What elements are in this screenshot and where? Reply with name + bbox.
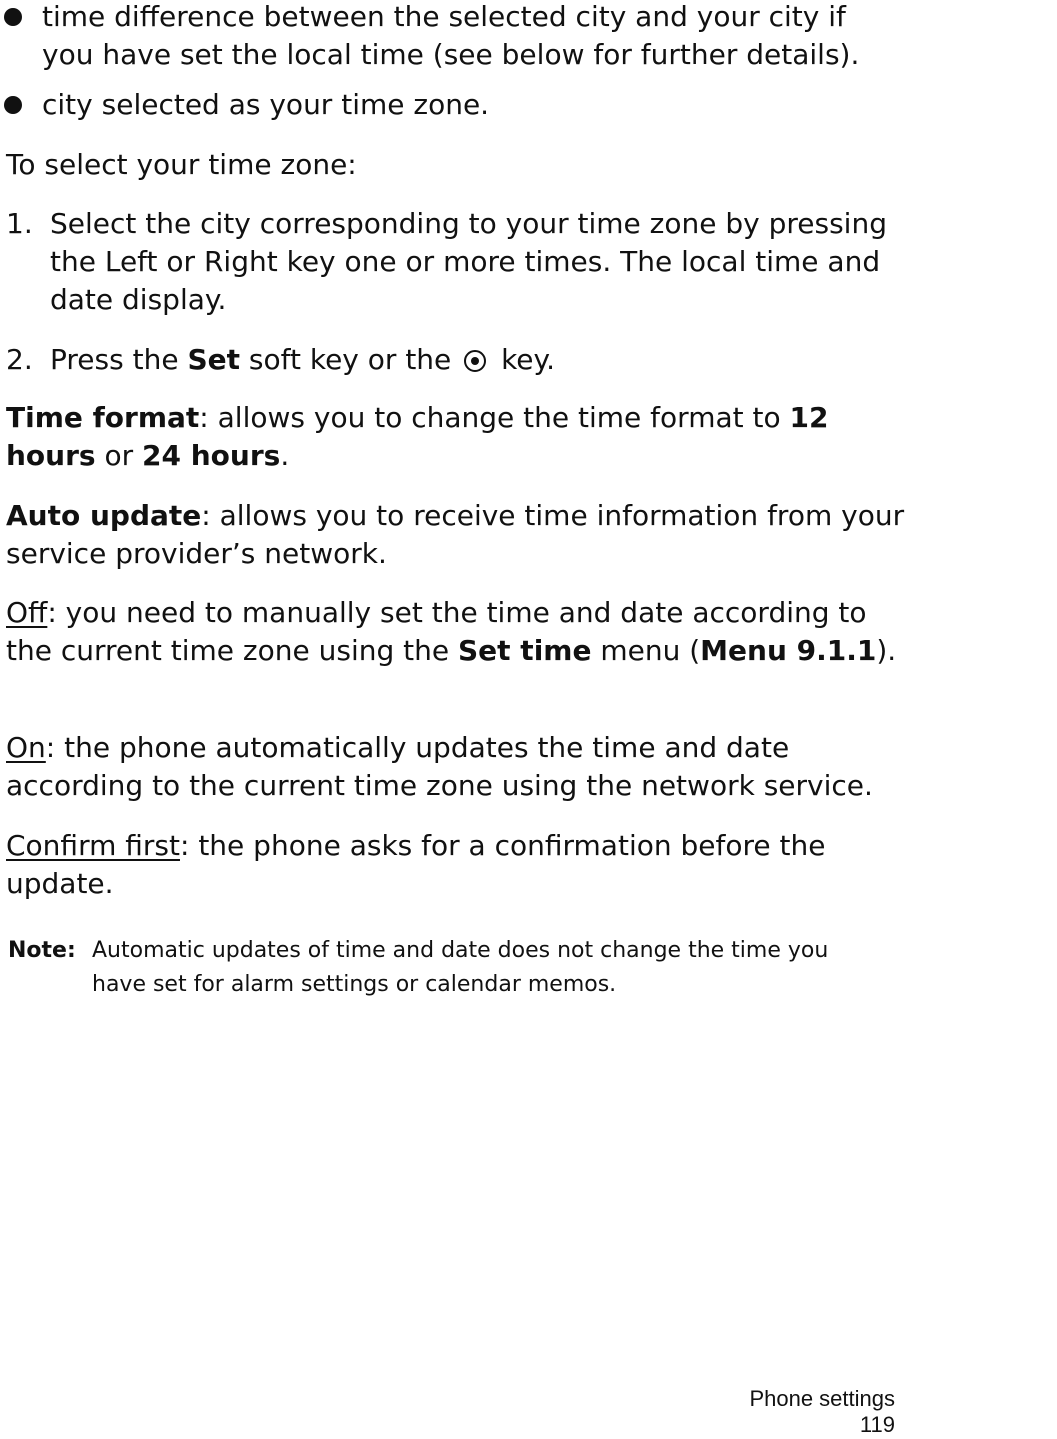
footer-section-title: Phone settings xyxy=(749,1386,895,1411)
auto-update-term: Auto update xyxy=(6,499,202,532)
bullet-icon xyxy=(4,96,22,114)
time-format-paragraph: Time format: allows you to change the time format to 12 hours or 24 hours. xyxy=(6,401,829,472)
confirm-first-paragraph: Confirm first: the phone asks for a confirmation before the update. xyxy=(6,829,826,900)
note-text: Automatic updates of time and date does not change the time you have set for alarm settings or calendar memos. xyxy=(92,938,829,997)
set-key-label: Set xyxy=(187,343,240,376)
time-format-term: Time format xyxy=(6,401,200,434)
auto-update-paragraph: Auto update: allows you to receive time information from your service provider’s network. xyxy=(6,499,905,570)
step-number: 1. xyxy=(6,207,33,240)
confirm-first-term: Confirm first xyxy=(6,829,180,862)
on-paragraph: On: the phone automatically updates the time and date according to the current time zone using the network service. xyxy=(6,731,873,802)
bullet-icon xyxy=(4,8,22,26)
on-term: On xyxy=(6,731,46,764)
ok-key-icon xyxy=(464,350,486,372)
page-footer xyxy=(749,1386,895,1438)
note-label: Note: xyxy=(8,938,76,963)
bullet-text: time difference between the selected city and your city if you have set the local time (see below for further details). xyxy=(42,0,860,71)
intro-text: To select your time zone: xyxy=(6,148,357,181)
step-number: 2. xyxy=(6,343,33,376)
page-number: 119 xyxy=(859,1412,895,1437)
step-text: Press the Set soft key or the key. xyxy=(50,343,555,376)
off-term: Off xyxy=(6,596,48,629)
off-paragraph: Off: you need to manually set the time and date according to the current time zone using the Set time menu (Menu 9.1.1). xyxy=(6,596,897,667)
bullet-text: city selected as your time zone. xyxy=(42,88,490,121)
step-text: Select the city corresponding to your time zone by pressing the Left or Right key one or more times. The local time and date display. xyxy=(50,207,887,316)
